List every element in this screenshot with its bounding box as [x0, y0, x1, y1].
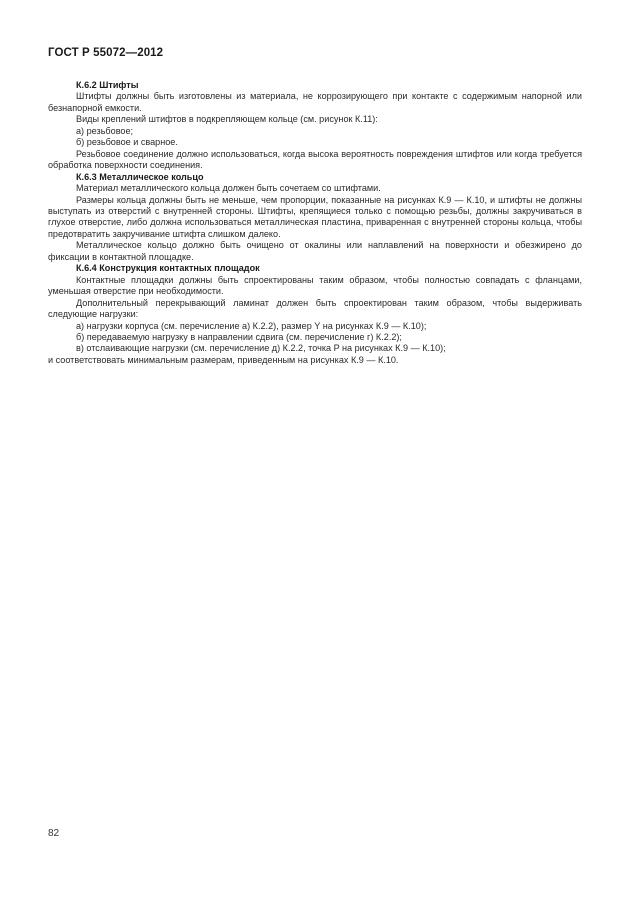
- paragraph: Штифты должны быть изготовлены из материала, не коррозирующего при контакте с содержимым напорной или безнапорной емкости.: [48, 91, 582, 113]
- section-heading: К.6.3 Металлическое кольцо: [76, 171, 204, 182]
- document-header: ГОСТ Р 55072—2012: [48, 47, 164, 59]
- list-item: б) передаваемую нагрузку в направлении сдвига (см. перечисление г) К.2.2);: [76, 331, 402, 342]
- paragraph: Материал металлического кольца должен быть сочетаем со штифтами.: [76, 183, 381, 194]
- paragraph: и соответствовать минимальным размерам, приведенным на рисунках К.9 — К.10.: [48, 354, 399, 365]
- document-body: [48, 80, 582, 366]
- paragraph: Размеры кольца должны быть не меньше, чем пропорции, показанные на рисунках К.9 — К.10, и штифты не должны выступать из отверстий с внутренней стороны. Штифты, крепящиеся только с помощью резьбы, должны закручиваться в глухое отверстие, либо должна использоваться металлическая пластина, приваренная с внутренней стороны кольца, чтобы предотвратить закручивание штифта слишком далеко.: [48, 194, 582, 239]
- list-item: а) резьбовое;: [76, 125, 134, 136]
- list-item: в) отслаивающие нагрузки (см. перечисление д) К.2.2, точка P на рисунках К.9 — К.10);: [76, 343, 446, 354]
- section-heading: К.6.2 Штифты: [76, 80, 139, 90]
- list-item: б) резьбовое и сварное.: [76, 137, 178, 148]
- paragraph: Металлическое кольцо должно быть очищено от окалины или наплавлений на поверхности и обезжирено до фиксации в контактной площадке.: [48, 240, 582, 262]
- paragraph: Виды креплений штифтов в подкрепляющем кольце (см. рисунок К.11):: [76, 114, 378, 125]
- list-item: а) нагрузки корпуса (см. перечисление а) К.2.2), размер Y на рисунках К.9 — К.10);: [76, 320, 427, 331]
- page-number: 82: [48, 828, 60, 839]
- paragraph: Контактные площадки должны быть спроектированы таким образом, чтобы полностью совпадать с фланцами, уменьшая отверстие при необходимости.: [48, 274, 582, 297]
- paragraph: Дополнительный перекрывающий ламинат должен быть спроектирован таким образом, чтобы выдерживать следующие нагрузки:: [48, 297, 582, 320]
- section-heading: К.6.4 Конструкция контактных площадок: [76, 263, 260, 274]
- paragraph: Резьбовое соединение должно использоваться, когда высока вероятность повреждения штифтов или когда требуется обработка поверхности соединения.: [48, 148, 582, 171]
